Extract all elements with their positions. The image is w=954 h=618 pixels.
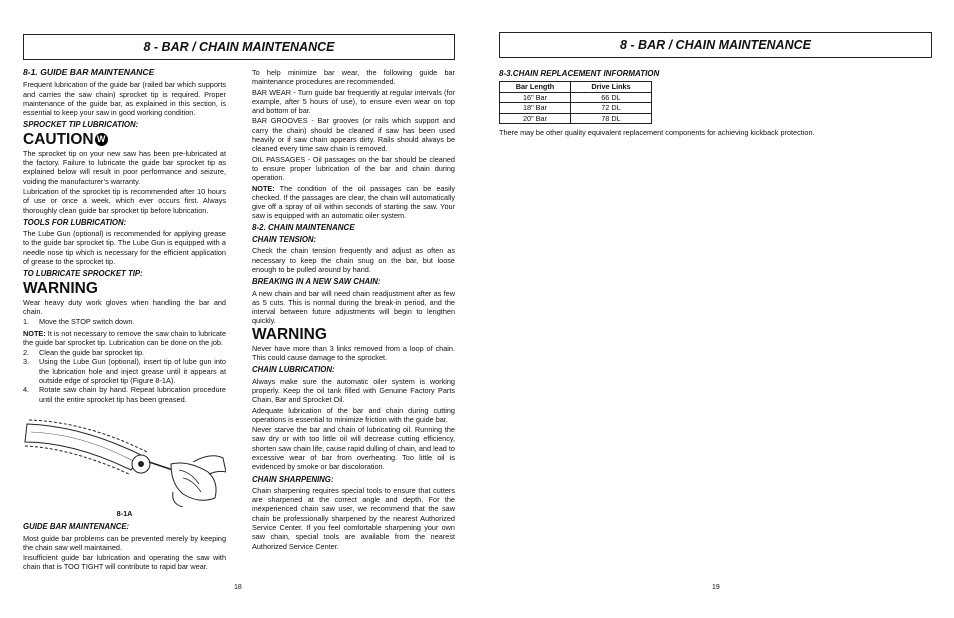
paragraph: BAR WEAR - Turn guide bar frequently at regular intervals (for example, after 5 hours of use), to ensure even wear on top and bottom of bar. xyxy=(252,87,455,116)
page-number: 18 xyxy=(234,584,242,591)
subheading: CHAIN LUBRICATION: xyxy=(252,365,335,375)
list-item: 1. Move the STOP switch down. xyxy=(23,317,135,327)
column-header: Drive Links xyxy=(571,82,652,93)
table-cell: 16" Bar xyxy=(500,92,571,103)
page-number: 19 xyxy=(712,584,720,591)
section-heading: 8-3.CHAIN REPLACEMENT INFORMATION xyxy=(499,69,660,78)
lube-gun-illustration xyxy=(23,412,226,507)
paragraph: The Lube Gun (optional) is recommended for applying grease to the guide bar sprocket tip. The Lube Gun is equipped with a needle nose tip which is necessary for the efficient application of grease to the sprocket tip. xyxy=(23,229,226,267)
right-page xyxy=(477,0,954,618)
subheading: GUIDE BAR MAINTENANCE: xyxy=(23,522,130,532)
paragraph: There may be other quality equivalent replacement components for achieving kickback protection. xyxy=(499,128,815,138)
section-heading: 8-2. CHAIN MAINTENANCE xyxy=(252,222,355,232)
paragraph: OIL PASSAGES - Oil passages on the bar should be cleaned to ensure proper lubrication of the bar and chain during operation. xyxy=(252,154,455,183)
paragraph: Chain sharpening requires special tools to ensure that cutters are sharpened at the correct angle and depth. For the inexperienced chain saw user, we recommend that the saw chain be professionally sharpened by the nearest Authorized Service Center. If you feel comfortable sharpening your own saw chain, special tools are available from the nearest Authorized Service Center. xyxy=(252,485,455,551)
table-cell: 20" Bar xyxy=(500,113,571,124)
left-column xyxy=(23,66,226,573)
paragraph: Insufficient guide bar lubrication and operating the saw with chain that is TOO TIGHT will contribute to rapid bar wear. xyxy=(23,553,226,572)
subheading: BREAKING IN A NEW SAW CHAIN: xyxy=(252,277,381,287)
paragraph: BAR GROOVES - Bar grooves (or rails which support and carry the chain) should be cleaned if saw has been used heavily or if saw chain appears dirty. Rails should always be cleaned every time saw chain is removed. xyxy=(252,116,455,154)
warning-label: WARNING xyxy=(252,325,327,343)
paragraph: Most guide bar problems can be prevented merely by keeping the chain saw well maintained. xyxy=(23,533,226,552)
table-cell: 72 DL xyxy=(571,103,652,114)
paragraph: Adequate lubrication of the bar and chain during cutting operations is essential to minimize friction with the guide bar. xyxy=(252,405,455,424)
subheading: CHAIN TENSION: xyxy=(252,235,317,245)
table-cell: 66 DL xyxy=(571,92,652,103)
subheading: CHAIN SHARPENING: xyxy=(252,474,334,484)
list-item: 2. Clean the guide bar sprocket tip. xyxy=(23,348,145,358)
right-column xyxy=(252,68,455,552)
paragraph: Wear heavy duty work gloves when handling the bar and chain. xyxy=(23,297,226,316)
paragraph: Check the chain tension frequently and adjust as often as necessary to keep the chain snug on the bar, but loose enough to be pulled around by hand. xyxy=(252,246,455,274)
note: NOTE: It is not necessary to remove the saw chain to lubricate the guide bar sprocket tip. Lubrication can be done on the job. xyxy=(23,328,226,347)
caution-label: CAUTION W xyxy=(23,132,226,148)
table-cell: 18" Bar xyxy=(500,103,571,114)
figure-caption: 8-1A xyxy=(116,508,133,518)
paragraph: Always make sure the automatic oiler system is working properly. Keep the oil tank filled with Genuine Factory Parts Chain, Bar and Sprocket Oil. xyxy=(252,376,455,405)
page-banner xyxy=(499,32,932,58)
table-row xyxy=(500,113,652,124)
section-heading: 8-1. GUIDE BAR MAINTENANCE xyxy=(23,67,155,77)
note: NOTE: The condition of the oil passages can be easily checked. If the passages are clear, the chain will automatically give off a spray of oil within seconds of starting the saw. Your saw is equipped with an automatic oiler system. xyxy=(252,183,455,221)
subheading: TO LUBRICATE SPROCKET TIP: xyxy=(23,269,143,279)
chain-replacement-table xyxy=(499,81,652,124)
table-header-row xyxy=(500,82,652,93)
figure-8-1a xyxy=(23,412,226,507)
paragraph: Never have more than 3 links removed from a loop of chain. This could cause damage to the sprocket. xyxy=(252,343,455,363)
subheading: SPROCKET TIP LUBRICATION: xyxy=(23,120,139,130)
warning-badge-icon: W xyxy=(95,133,108,146)
paragraph: Frequent lubrication of the guide bar (railed bar which supports and carries the saw chain) sprocket tip is required. Proper maintenance of the guide bar, as explained in this section, is essential to keep your saw in good working condition. xyxy=(23,80,226,118)
banner-title: 8 - BAR / CHAIN MAINTENANCE xyxy=(143,40,335,54)
paragraph: Lubrication of the sprocket tip is recommended after 10 hours of use or once a week, which ever occurs first. Always thoroughly clean guide bar sprocket tip before lubrication. xyxy=(23,186,226,215)
right-page-column xyxy=(499,67,919,139)
table-row xyxy=(500,103,652,114)
banner-title: 8 - BAR / CHAIN MAINTENANCE xyxy=(620,38,811,52)
table-cell: 78 DL xyxy=(571,113,652,124)
table-row xyxy=(500,92,652,103)
paragraph: To help minimize bar wear, the following guide bar maintenance procedures are recommended. xyxy=(252,68,455,87)
warning-label: WARNING xyxy=(23,279,98,297)
page-banner xyxy=(23,34,455,60)
paragraph: A new chain and bar will need chain readjustment after as few as 5 cuts. This is normal during the break-in period, and the interval between future adjustments will begin to lengthen quickly. xyxy=(252,288,455,326)
paragraph: The sprocket tip on your new saw has been pre-lubricated at the factory. Failure to lubricate the guide bar sprocket tip as explained below will result in poor performance and seizure, voiding the manufacturer’s warranty. xyxy=(23,148,226,186)
column-header: Bar Length xyxy=(500,82,571,93)
list-item: 3. Using the Lube Gun (optional), insert tip of lube gun into the lubrication hole and inject grease until it appears at outside edge of sprocket tip (Figure 8-1A). xyxy=(23,357,226,386)
list-item: 4. Rotate saw chain by hand. Repeat lubrication procedure until the entire sprocket tip has been greased. xyxy=(23,385,226,404)
paragraph: Never starve the bar and chain of lubricating oil. Running the saw dry or with too little oil will decrease cutting efficiency, shorten saw chain life, cause rapid dulling of chain, and lead to excessive wear of bar from overheating. Too little oil is evidenced by smoke or bar discoloration. xyxy=(252,425,455,472)
subheading: TOOLS FOR LUBRICATION: xyxy=(23,217,127,227)
